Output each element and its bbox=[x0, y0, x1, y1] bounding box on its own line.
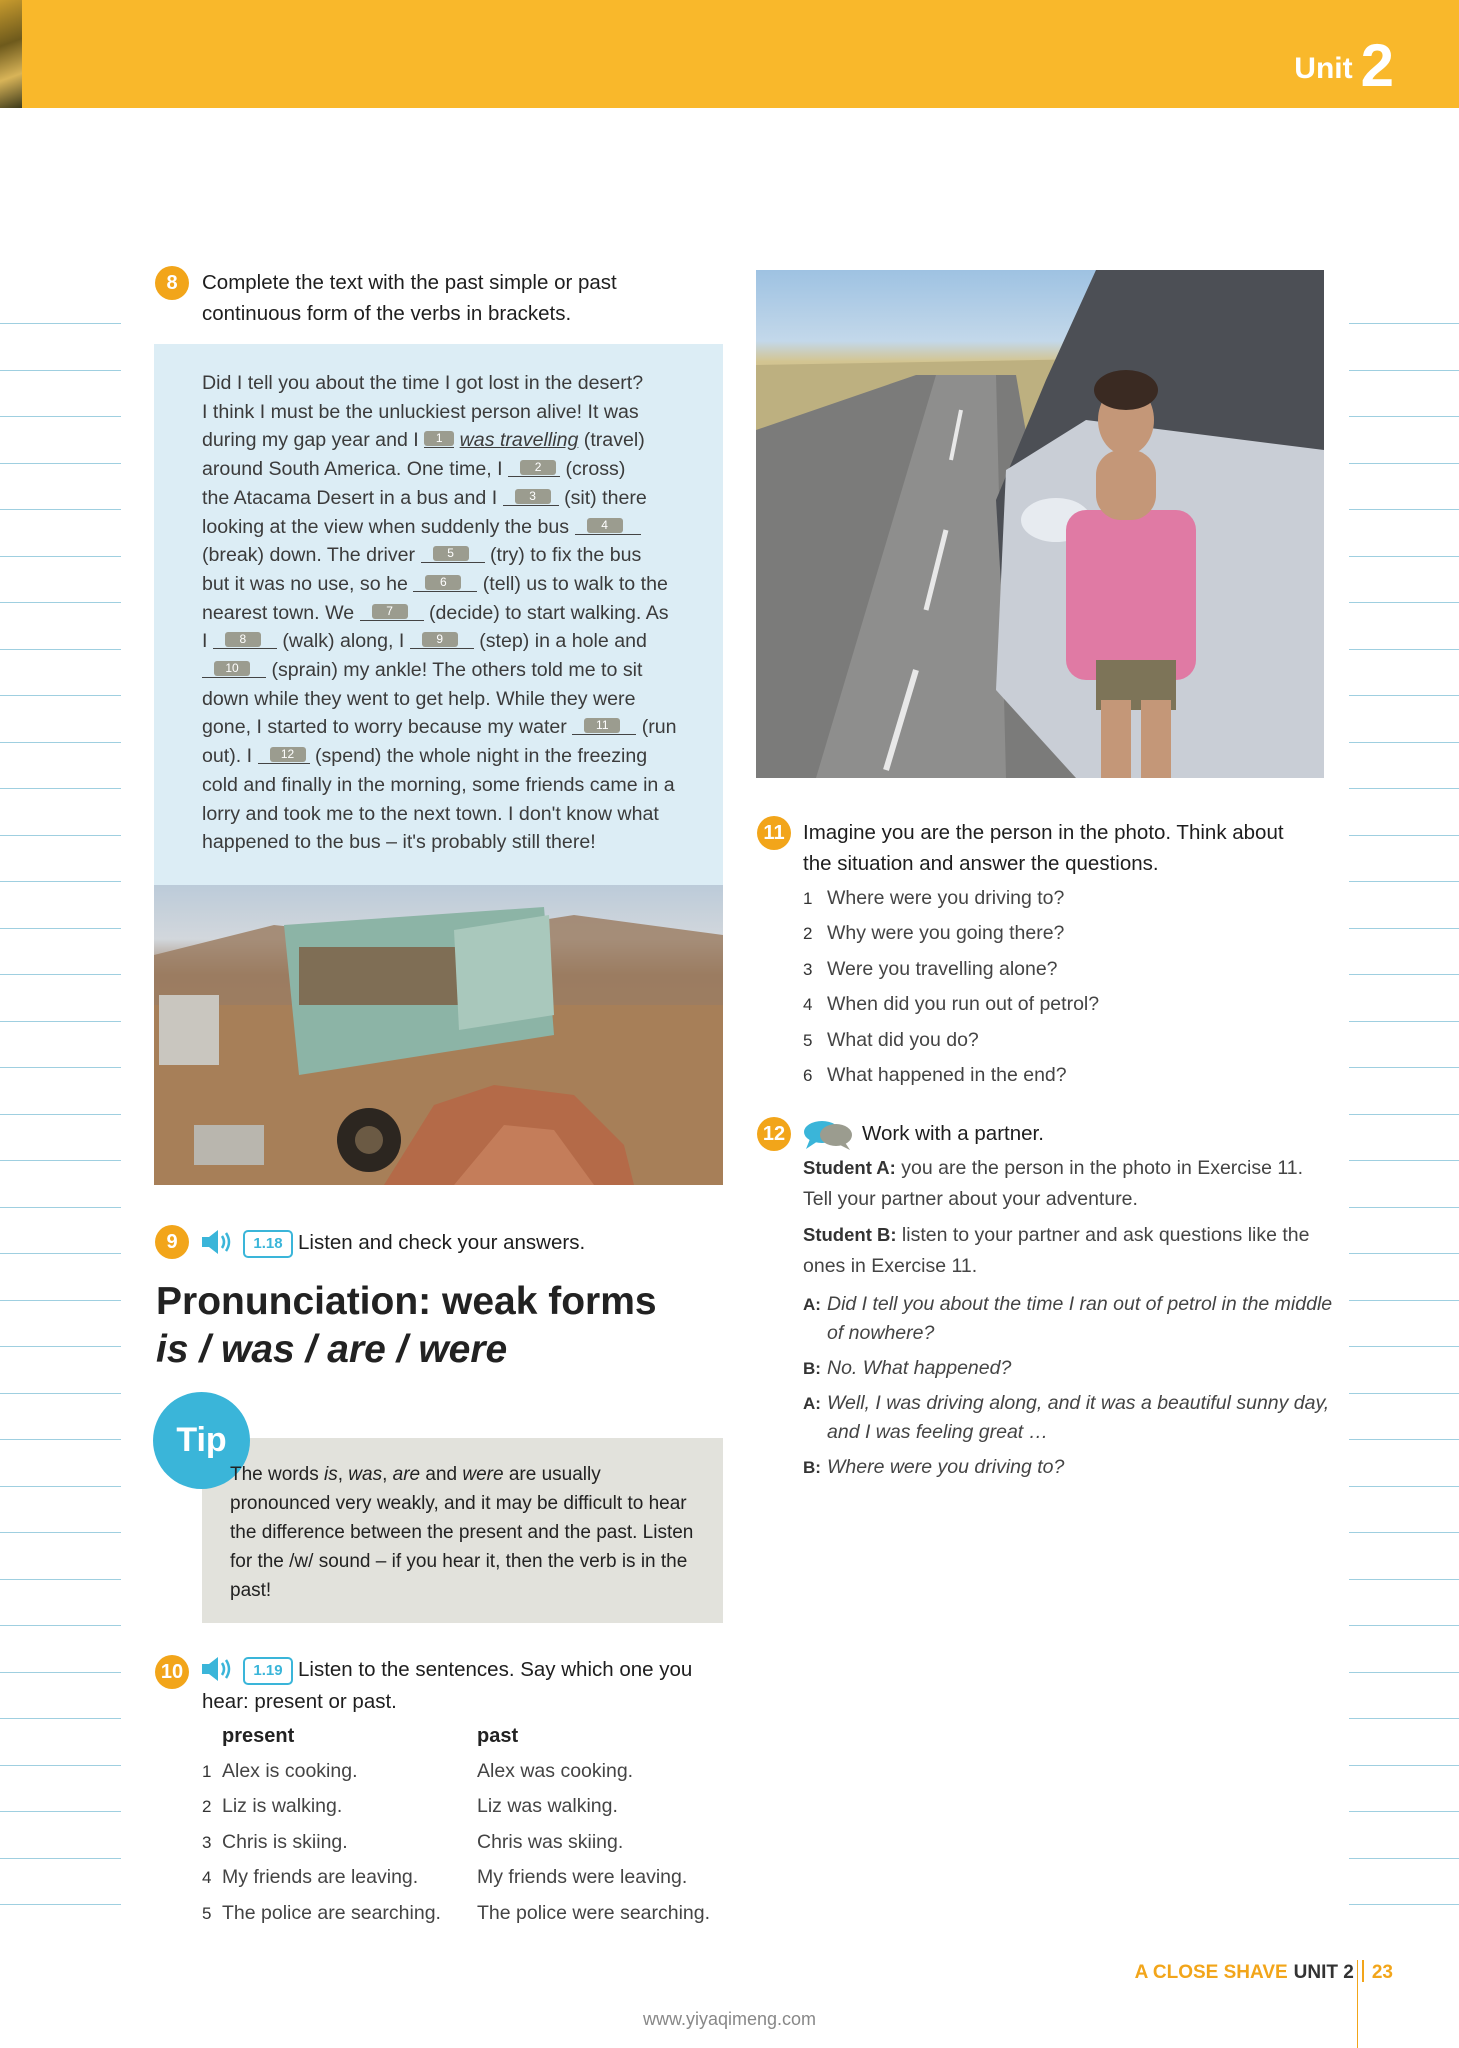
margin-line bbox=[0, 602, 121, 603]
margin-line bbox=[0, 1765, 121, 1766]
margin-line bbox=[0, 509, 121, 510]
heading-line: Pronunciation: weak forms bbox=[156, 1280, 657, 1323]
margin-line bbox=[1349, 649, 1459, 650]
item-number: 2 bbox=[202, 1797, 212, 1817]
student-b-label: Student B: bbox=[803, 1224, 897, 1245]
margin-line bbox=[1349, 1532, 1459, 1533]
margin-line bbox=[0, 1393, 121, 1394]
tip-fragment: , bbox=[337, 1464, 349, 1485]
car-illustration bbox=[756, 270, 1324, 778]
margin-line bbox=[1349, 556, 1459, 557]
story-fragment: out). I bbox=[202, 745, 258, 768]
footer-unit: UNIT 2 bbox=[1293, 1962, 1354, 1983]
section-title: A CLOSE SHAVE bbox=[1134, 1962, 1288, 1983]
exercise-11-questions bbox=[803, 881, 1099, 1093]
story-fragment: Did I tell you about the time I got lost in the desert? bbox=[202, 372, 644, 394]
dialogue-text: No. What happened? bbox=[827, 1357, 1012, 1379]
item-number: 1 bbox=[803, 889, 813, 908]
footer-separator bbox=[1362, 1960, 1364, 1982]
story-text bbox=[202, 369, 712, 857]
past-item: Alex was cooking. bbox=[477, 1760, 634, 1782]
tip-word: is bbox=[323, 1464, 338, 1485]
story-line bbox=[202, 570, 712, 599]
margin-line bbox=[0, 788, 121, 789]
margin-line bbox=[1349, 1811, 1459, 1812]
gap-4[interactable] bbox=[575, 519, 641, 535]
margin-line bbox=[1349, 928, 1459, 929]
margin-line bbox=[0, 1160, 121, 1161]
dialogue-text: Well, I was driving along, and it was a beautiful sunny day, and I was feeling great … bbox=[827, 1392, 1330, 1443]
gap-3[interactable] bbox=[503, 490, 559, 506]
margin-line bbox=[0, 1858, 121, 1859]
gap-12[interactable] bbox=[258, 748, 310, 764]
item-number: 5 bbox=[803, 1030, 813, 1050]
corner-photo bbox=[0, 0, 22, 108]
unit-word: Unit bbox=[1294, 52, 1353, 85]
margin-line bbox=[0, 1300, 121, 1301]
gap-label: 3 bbox=[515, 489, 551, 504]
margin-line bbox=[0, 1253, 121, 1254]
unit-label bbox=[1294, 32, 1394, 99]
margin-line bbox=[0, 556, 121, 557]
item-number: 4 bbox=[202, 1868, 212, 1888]
question-item bbox=[803, 952, 1099, 987]
story-line bbox=[202, 828, 712, 857]
dialogue-line bbox=[803, 1290, 1333, 1348]
story-line bbox=[202, 599, 712, 628]
question: What did you do? bbox=[827, 1028, 979, 1051]
question: Were you travelling alone? bbox=[827, 957, 1058, 980]
car-photo bbox=[756, 270, 1324, 778]
story-fragment: gone, I started to worry because my water bbox=[202, 716, 573, 739]
story-fragment: (travel) bbox=[578, 429, 645, 452]
sentence: Chris is skiing. bbox=[222, 1830, 348, 1853]
story-line bbox=[202, 627, 712, 656]
instruction-line: Imagine you are the person in the photo. Think about bbox=[803, 821, 1284, 844]
page-number: 23 bbox=[1371, 1962, 1393, 1983]
margin-line bbox=[1349, 881, 1459, 882]
margin-line bbox=[0, 1672, 121, 1673]
story-fragment: cold and finally in the morning, some friends came in a bbox=[202, 773, 675, 796]
story-fragment: (break) down. The driver bbox=[202, 544, 421, 567]
student-a-text: you are the person in the photo in Exercise 11. Tell your partner about your adventure. bbox=[803, 1157, 1304, 1210]
exercise-11-instruction bbox=[803, 817, 1284, 879]
margin-line bbox=[0, 649, 121, 650]
gap-label: 11 bbox=[584, 718, 620, 733]
gap-11[interactable] bbox=[572, 719, 636, 735]
story-line bbox=[202, 800, 712, 829]
present-item bbox=[202, 1789, 441, 1824]
margin-line bbox=[1349, 788, 1459, 789]
speaker: B: bbox=[803, 1359, 821, 1378]
item-number: 3 bbox=[202, 1832, 212, 1852]
present-sentences bbox=[202, 1754, 441, 1931]
margin-line bbox=[1349, 370, 1459, 371]
story-fragment: looking at the view when suddenly the bus bbox=[202, 515, 575, 538]
story-line bbox=[202, 398, 712, 427]
margin-line bbox=[1349, 835, 1459, 836]
margin-line bbox=[1349, 1114, 1459, 1115]
story-fragment: lorry and took me to the next town. I don't know what bbox=[202, 802, 659, 825]
gap-label: 7 bbox=[372, 604, 408, 619]
heading-line: is / was / are / were bbox=[156, 1328, 508, 1371]
margin-line bbox=[0, 928, 121, 929]
question: Where were you driving to? bbox=[827, 887, 1065, 909]
exercise-11-number: 11 bbox=[757, 816, 791, 850]
gap-8[interactable] bbox=[213, 633, 277, 649]
story-line bbox=[202, 369, 712, 398]
margin-line bbox=[1349, 509, 1459, 510]
question: When did you run out of petrol? bbox=[827, 993, 1100, 1016]
margin-line bbox=[1349, 1672, 1459, 1673]
margin-line bbox=[0, 416, 121, 417]
tip-word: are bbox=[392, 1464, 421, 1485]
exercise-8-instruction bbox=[202, 267, 617, 329]
speech-bubbles-icon bbox=[802, 1119, 854, 1151]
story-fragment: (sit) there bbox=[558, 486, 647, 509]
item-number: 5 bbox=[202, 1903, 212, 1923]
gap-label: 4 bbox=[587, 518, 623, 533]
speaker: A: bbox=[803, 1295, 821, 1314]
story-fragment: (walk) along, I bbox=[276, 630, 410, 653]
student-a-instruction bbox=[803, 1152, 1333, 1215]
audio-icon[interactable] bbox=[200, 1654, 234, 1684]
margin-line bbox=[1349, 1625, 1459, 1626]
instruction-line: the situation and answer the questions. bbox=[803, 852, 1159, 875]
sentence: Alex is cooking. bbox=[222, 1760, 358, 1782]
student-a-label: Student A: bbox=[803, 1157, 896, 1178]
audio-track-label[interactable]: 1.19 bbox=[243, 1657, 293, 1685]
margin-line bbox=[0, 742, 121, 743]
margin-line bbox=[1349, 1718, 1459, 1719]
margin-line bbox=[1349, 1439, 1459, 1440]
margin-line bbox=[0, 1346, 121, 1347]
margin-line bbox=[1349, 1579, 1459, 1580]
past-item: Liz was walking. bbox=[477, 1795, 618, 1818]
item-number: 4 bbox=[803, 995, 813, 1015]
margin-line bbox=[0, 974, 121, 975]
margin-line bbox=[1349, 1160, 1459, 1161]
tip-fragment: The words bbox=[230, 1464, 324, 1485]
past-sentences bbox=[477, 1754, 710, 1931]
exercise-12-instruction: Work with a partner. bbox=[862, 1122, 1044, 1145]
story-fragment: during my gap year and I bbox=[202, 429, 425, 452]
dialogue-text: Where were you driving to? bbox=[827, 1456, 1065, 1478]
margin-line bbox=[0, 1067, 121, 1068]
present-item bbox=[202, 1754, 441, 1789]
story-fragment: (cross) bbox=[560, 458, 626, 481]
margin-line bbox=[1349, 416, 1459, 417]
question-item bbox=[803, 916, 1099, 951]
gap-label: 1 bbox=[424, 431, 454, 446]
margin-line bbox=[0, 1811, 121, 1812]
margin-line bbox=[1349, 1207, 1459, 1208]
margin-line bbox=[1349, 742, 1459, 743]
tip-word: were bbox=[462, 1464, 504, 1485]
story-fragment: (step) in a hole and bbox=[473, 630, 647, 653]
unit-number: 2 bbox=[1360, 32, 1394, 99]
question-item bbox=[803, 1058, 1099, 1093]
story-fragment: (tell) us to walk to the bbox=[477, 572, 668, 595]
item-number: 3 bbox=[803, 959, 813, 979]
instruction-line: Complete the text with the past simple or past bbox=[202, 271, 617, 294]
story-line bbox=[202, 484, 712, 513]
exercise-12-number: 12 bbox=[757, 1117, 791, 1151]
gap-label: 9 bbox=[422, 632, 458, 647]
past-item: My friends were leaving. bbox=[477, 1866, 688, 1889]
item-number: 6 bbox=[803, 1066, 813, 1086]
story-line bbox=[202, 541, 712, 570]
present-item bbox=[202, 1860, 441, 1895]
margin-line bbox=[0, 1021, 121, 1022]
tip-fragment: are usually pronounced very weakly, and it may be difficult to hear the difference between the present and the past. Listen for the /w/ sound – if you hear it, then the verb is in the past! bbox=[230, 1464, 694, 1601]
story-line bbox=[202, 771, 712, 800]
story-fragment: (run bbox=[636, 716, 677, 739]
tip-fragment: , bbox=[382, 1464, 393, 1485]
gap-7[interactable] bbox=[360, 605, 424, 621]
gap-label: 5 bbox=[433, 546, 469, 561]
story-fragment: (decide) to start walking. As bbox=[423, 601, 669, 624]
story-line bbox=[202, 455, 712, 484]
margin-line bbox=[0, 835, 121, 836]
story-fragment: nearest town. We bbox=[202, 601, 360, 624]
gap-label: 12 bbox=[270, 747, 306, 762]
margin-line bbox=[1349, 323, 1459, 324]
margin-line bbox=[0, 463, 121, 464]
gap-9[interactable] bbox=[410, 633, 474, 649]
student-b-text: listen to your partner and ask questions like the ones in Exercise 11. bbox=[803, 1224, 1310, 1277]
audio-icon[interactable] bbox=[200, 1227, 234, 1257]
pronunciation-heading bbox=[156, 1278, 657, 1374]
past-column-header: past bbox=[477, 1725, 519, 1747]
margin-line bbox=[0, 323, 121, 324]
margin-line bbox=[1349, 1393, 1459, 1394]
margin-line bbox=[1349, 1904, 1459, 1905]
margin-line bbox=[0, 1114, 121, 1115]
margin-line bbox=[0, 881, 121, 882]
sentence: My friends are leaving. bbox=[222, 1866, 419, 1889]
margin-line bbox=[1349, 1067, 1459, 1068]
story-fragment: the Atacama Desert in a bus and I bbox=[202, 486, 503, 509]
present-column-header: present bbox=[222, 1725, 295, 1747]
exercise-10-number: 10 bbox=[155, 1655, 189, 1689]
margin-line bbox=[0, 1439, 121, 1440]
story-fragment: down while they went to get help. While they were bbox=[202, 687, 636, 710]
gap-2[interactable] bbox=[508, 461, 560, 477]
exercise-12-body bbox=[803, 1152, 1333, 1488]
margin-line bbox=[1349, 1346, 1459, 1347]
bus-photo bbox=[154, 885, 723, 1185]
question-item bbox=[803, 881, 1099, 916]
tip-fragment: and bbox=[420, 1464, 463, 1485]
gap-label: 6 bbox=[425, 575, 461, 590]
margin-line bbox=[1349, 1486, 1459, 1487]
item-number: 2 bbox=[803, 924, 813, 944]
margin-line bbox=[1349, 602, 1459, 603]
page-footer bbox=[1135, 1960, 1393, 1984]
past-item: The police were searching. bbox=[477, 1901, 711, 1924]
tip-badge: Tip bbox=[153, 1392, 250, 1489]
tip-text bbox=[230, 1460, 700, 1605]
margin-line bbox=[0, 1532, 121, 1533]
bus-illustration bbox=[154, 885, 723, 1185]
past-item: Chris was skiing. bbox=[477, 1830, 624, 1853]
margin-line bbox=[1349, 1253, 1459, 1254]
question: Why were you going there? bbox=[827, 922, 1065, 945]
margin-line bbox=[1349, 1858, 1459, 1859]
margin-line bbox=[1349, 695, 1459, 696]
story-fragment: I bbox=[202, 630, 213, 653]
story-line bbox=[202, 513, 712, 542]
gap-label: 10 bbox=[214, 661, 250, 676]
margin-line bbox=[0, 1207, 121, 1208]
margin-line bbox=[0, 1625, 121, 1626]
margin-line bbox=[1349, 1021, 1459, 1022]
story-fragment: but it was no use, so he bbox=[202, 572, 414, 595]
question-item bbox=[803, 1023, 1099, 1058]
dialogue-line bbox=[803, 1453, 1333, 1482]
instruction-line: continuous form of the verbs in brackets. bbox=[202, 302, 572, 325]
present-item bbox=[202, 1896, 441, 1931]
story-fragment: happened to the bus – it's probably still there! bbox=[202, 831, 596, 854]
exercise-9-instruction: Listen and check your answers. bbox=[298, 1231, 586, 1254]
margin-line bbox=[1349, 1765, 1459, 1766]
gap-6[interactable] bbox=[413, 576, 477, 592]
gap-1[interactable] bbox=[424, 432, 454, 448]
example-answer: was travelling bbox=[459, 429, 579, 452]
dialogue-line bbox=[803, 1389, 1333, 1447]
margin-line bbox=[0, 1904, 121, 1905]
top-banner bbox=[0, 0, 1459, 108]
student-b-instruction bbox=[803, 1219, 1333, 1282]
story-fragment: (spend) the whole night in the freezing bbox=[309, 745, 648, 768]
story-fragment: (sprain) my ankle! The others told me to sit bbox=[266, 659, 643, 682]
story-fragment: around South America. One time, I bbox=[202, 458, 509, 481]
sentence: The police are searching. bbox=[222, 1901, 441, 1924]
margin-line bbox=[0, 695, 121, 696]
watermark-url: www.yiyaqimeng.com bbox=[642, 2009, 817, 2029]
gap-5[interactable] bbox=[421, 547, 485, 563]
audio-track-label[interactable]: 1.18 bbox=[243, 1230, 293, 1258]
margin-line bbox=[0, 1486, 121, 1487]
margin-line bbox=[0, 370, 121, 371]
question-item bbox=[803, 987, 1099, 1022]
margin-line bbox=[0, 1579, 121, 1580]
story-line bbox=[202, 656, 712, 685]
margin-line bbox=[0, 1718, 121, 1719]
story-line bbox=[202, 713, 712, 742]
dialogue-text: Did I tell you about the time I ran out of petrol in the middle of nowhere? bbox=[827, 1293, 1333, 1344]
gap-label: 8 bbox=[225, 632, 261, 647]
story-line bbox=[202, 426, 712, 455]
story-fragment: I think I must be the unluckiest person alive! It was bbox=[202, 400, 639, 423]
present-item bbox=[202, 1825, 441, 1860]
question: What happened in the end? bbox=[827, 1064, 1067, 1087]
speaker: B: bbox=[803, 1458, 821, 1477]
exercise-9-number: 9 bbox=[155, 1225, 189, 1259]
sentence: Liz is walking. bbox=[222, 1795, 343, 1818]
tip-word: was bbox=[348, 1464, 383, 1485]
dialogue-line bbox=[803, 1354, 1333, 1383]
exercise-8-number: 8 bbox=[155, 266, 189, 300]
story-line bbox=[202, 742, 712, 771]
exercise-10-instruction: Listen to the sentences. Say which one you bbox=[298, 1658, 693, 1681]
exercise-10-instruction-cont: hear: present or past. bbox=[202, 1690, 397, 1713]
story-fragment: (try) to fix the bus bbox=[484, 544, 642, 567]
speaker: A: bbox=[803, 1394, 821, 1413]
margin-line bbox=[1349, 463, 1459, 464]
gap-10[interactable] bbox=[202, 662, 266, 678]
item-number: 1 bbox=[202, 1762, 212, 1781]
margin-line bbox=[1349, 974, 1459, 975]
margin-line bbox=[1349, 1300, 1459, 1301]
story-line bbox=[202, 685, 712, 714]
gap-label: 2 bbox=[520, 460, 556, 475]
